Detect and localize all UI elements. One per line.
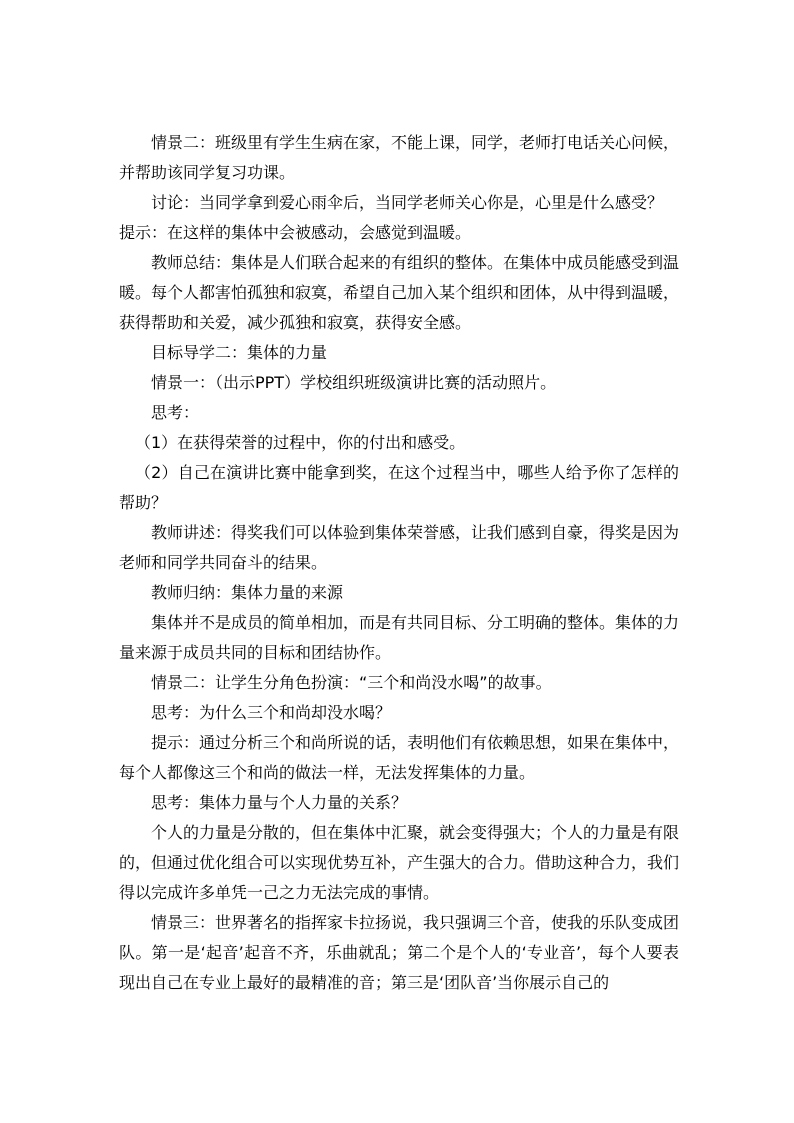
section-heading: 目标导学二：集体的力量 (151, 343, 328, 362)
paragraph: 讨论：当同学拿到爱心雨伞后，当同学老师关心你是，心里是什么感受？ (151, 193, 664, 212)
list-item: （2）自己在演讲比赛中能拿到奖，在这个过程当中，哪些人给予你了怎样的帮助？ (119, 463, 679, 512)
paragraph: 思考：为什么三个和尚却没水喝？ (151, 703, 392, 722)
paragraph: 教师归纳：集体力量的来源 (151, 583, 344, 602)
document-body (119, 128, 679, 998)
paragraph: 提示：在这样的集体中会被感动，会感觉到温暖。 (119, 223, 472, 242)
paragraph: 集体并不是成员的简单相加，而是有共同目标、分工明确的整体。集体的力量来源于成员共同的目标和团结协作。 (119, 613, 680, 662)
paragraph: 提示：通过分析三个和尚所说的话，表明他们有依赖思想，如果在集体中，每个人都像这三个和尚的做法一样，无法发挥集体的力量。 (119, 733, 680, 782)
paragraph: 情景三：世界著名的指挥家卡拉扬说，我只强调三个音，使我的乐队变成团队。第一是‘起音’起音不齐，乐曲就乱；第二个是个人的‘专业音’，每个人要表现出自己在专业上最好的最精准的音；第三是‘团队音’当你展示自己的 (119, 913, 680, 992)
paragraph: 教师总结：集体是人们联合起来的有组织的整体。在集体中成员能感受到温暖。每个人都害怕孤独和寂寞，希望自己加入某个组织和团体，从中得到温暖，获得帮助和关爱，减少孤独和寂寞，获得安全感。 (119, 253, 680, 332)
paragraph: 个人的力量是分散的，但在集体中汇聚，就会变得强大；个人的力量是有限的，但通过优化组合可以实现优势互补，产生强大的合力。借助这种合力，我们得以完成许多单凭一己之力无法完成的事情。 (119, 823, 680, 902)
paragraph: 情景二：让学生分角色扮演：“三个和尚没水喝”的故事。 (151, 673, 552, 692)
paragraph: 思考：集体力量与个人力量的关系？ (151, 793, 408, 812)
paragraph: 情景一：（出示PPT）学校组织班级演讲比赛的活动照片。 (151, 373, 557, 392)
paragraph: 教师讲述：得奖我们可以体验到集体荣誉感，让我们感到自豪，得奖是因为老师和同学共同奋斗的结果。 (119, 523, 680, 572)
list-item: （1）在获得荣誉的过程中，你的付出和感受。 (135, 433, 466, 452)
paragraph: 思考： (151, 403, 200, 422)
paragraph: 情景二：班级里有学生生病在家，不能上课，同学，老师打电话关心问候，并帮助该同学复习功课。 (119, 133, 680, 182)
